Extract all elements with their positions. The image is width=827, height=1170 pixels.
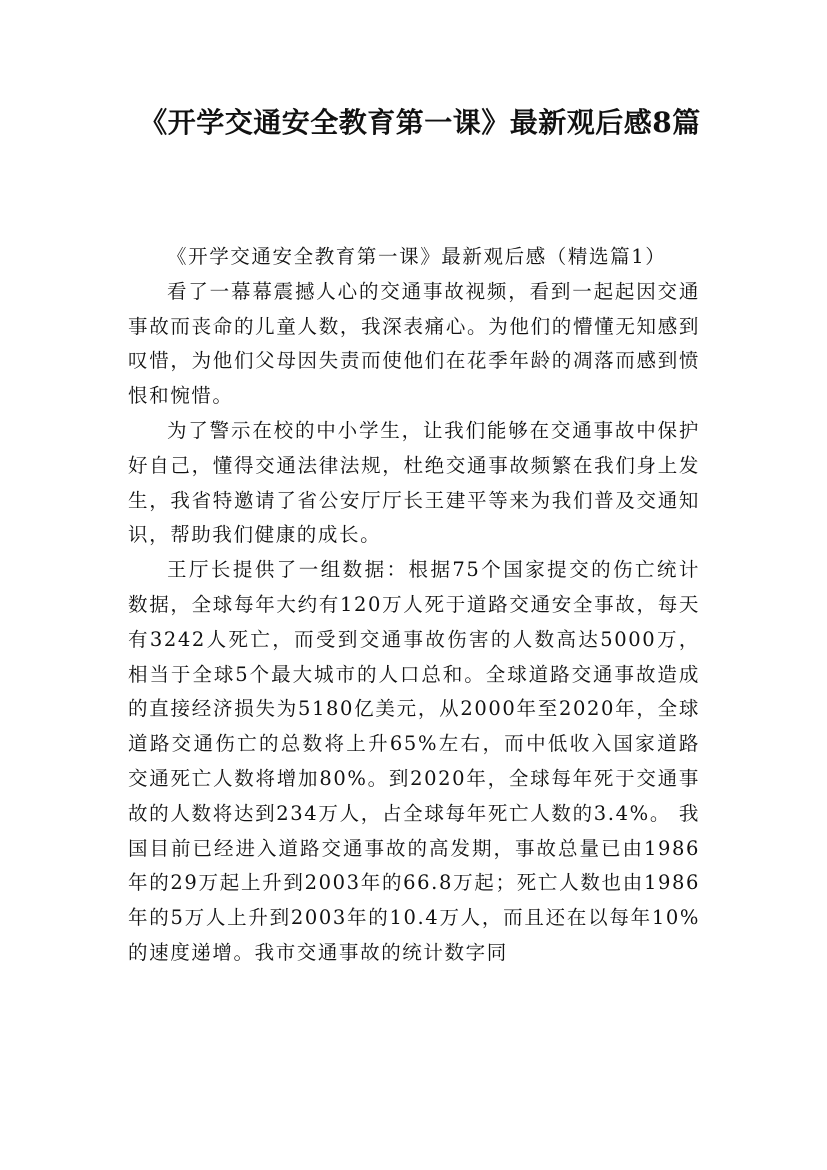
section-heading: 《开学交通安全教育第一课》最新观后感（精选篇1） (167, 245, 667, 268)
document-title: 《开学交通安全教育第一课》最新观后感8篇 (139, 106, 701, 139)
paragraph-2: 为了警示在校的中小学生，让我们能够在交通事故中保护好自己，懂得交通法律法规，杜绝交通事故频繁在我们身上发生，我省特邀请了省公安厅厅长王建平等来为我们普及交通知识，帮助我们健康的成长。 (128, 418, 700, 547)
paragraph-1: 看了一幕幕震撼人心的交通事故视频，看到一起起因交通事故而丧命的儿童人数，我深表痛心。为他们的懵懂无知感到叹惜，为他们父母因失责而使他们在花季年龄的凋落而感到愤恨和惋惜。 (128, 279, 700, 408)
paragraph-3: 王厅长提供了一组数据：根据75个国家提交的伤亡统计数据，全球每年大约有120万人死于道路交通安全事故，每天有3242人死亡，而受到交通事故伤害的人数高达5000万，相当于全球5个最大城市的人口总和。全球道路交通事故造成的直接经济损失为5180亿美元，从2000年至2020年，全球道路交通伤亡的总数将上升65%左右，而中低收入国家道路交通死亡人数将增加80%。到2020年，全球每年死于交通事故的人数将达到234万人，占全球每年死亡人数的3.4%。 我国目前已经进入道路交通事故的高发期，事故总量已由1986年的29万起上升到2003年的66.8万起；死亡人数也由1986年的5万人上升到2003年的10.4万人，而且还在以每年10%的速度递增。我市交通事故的统计数字同 (128, 558, 700, 964)
document-body (128, 240, 700, 971)
